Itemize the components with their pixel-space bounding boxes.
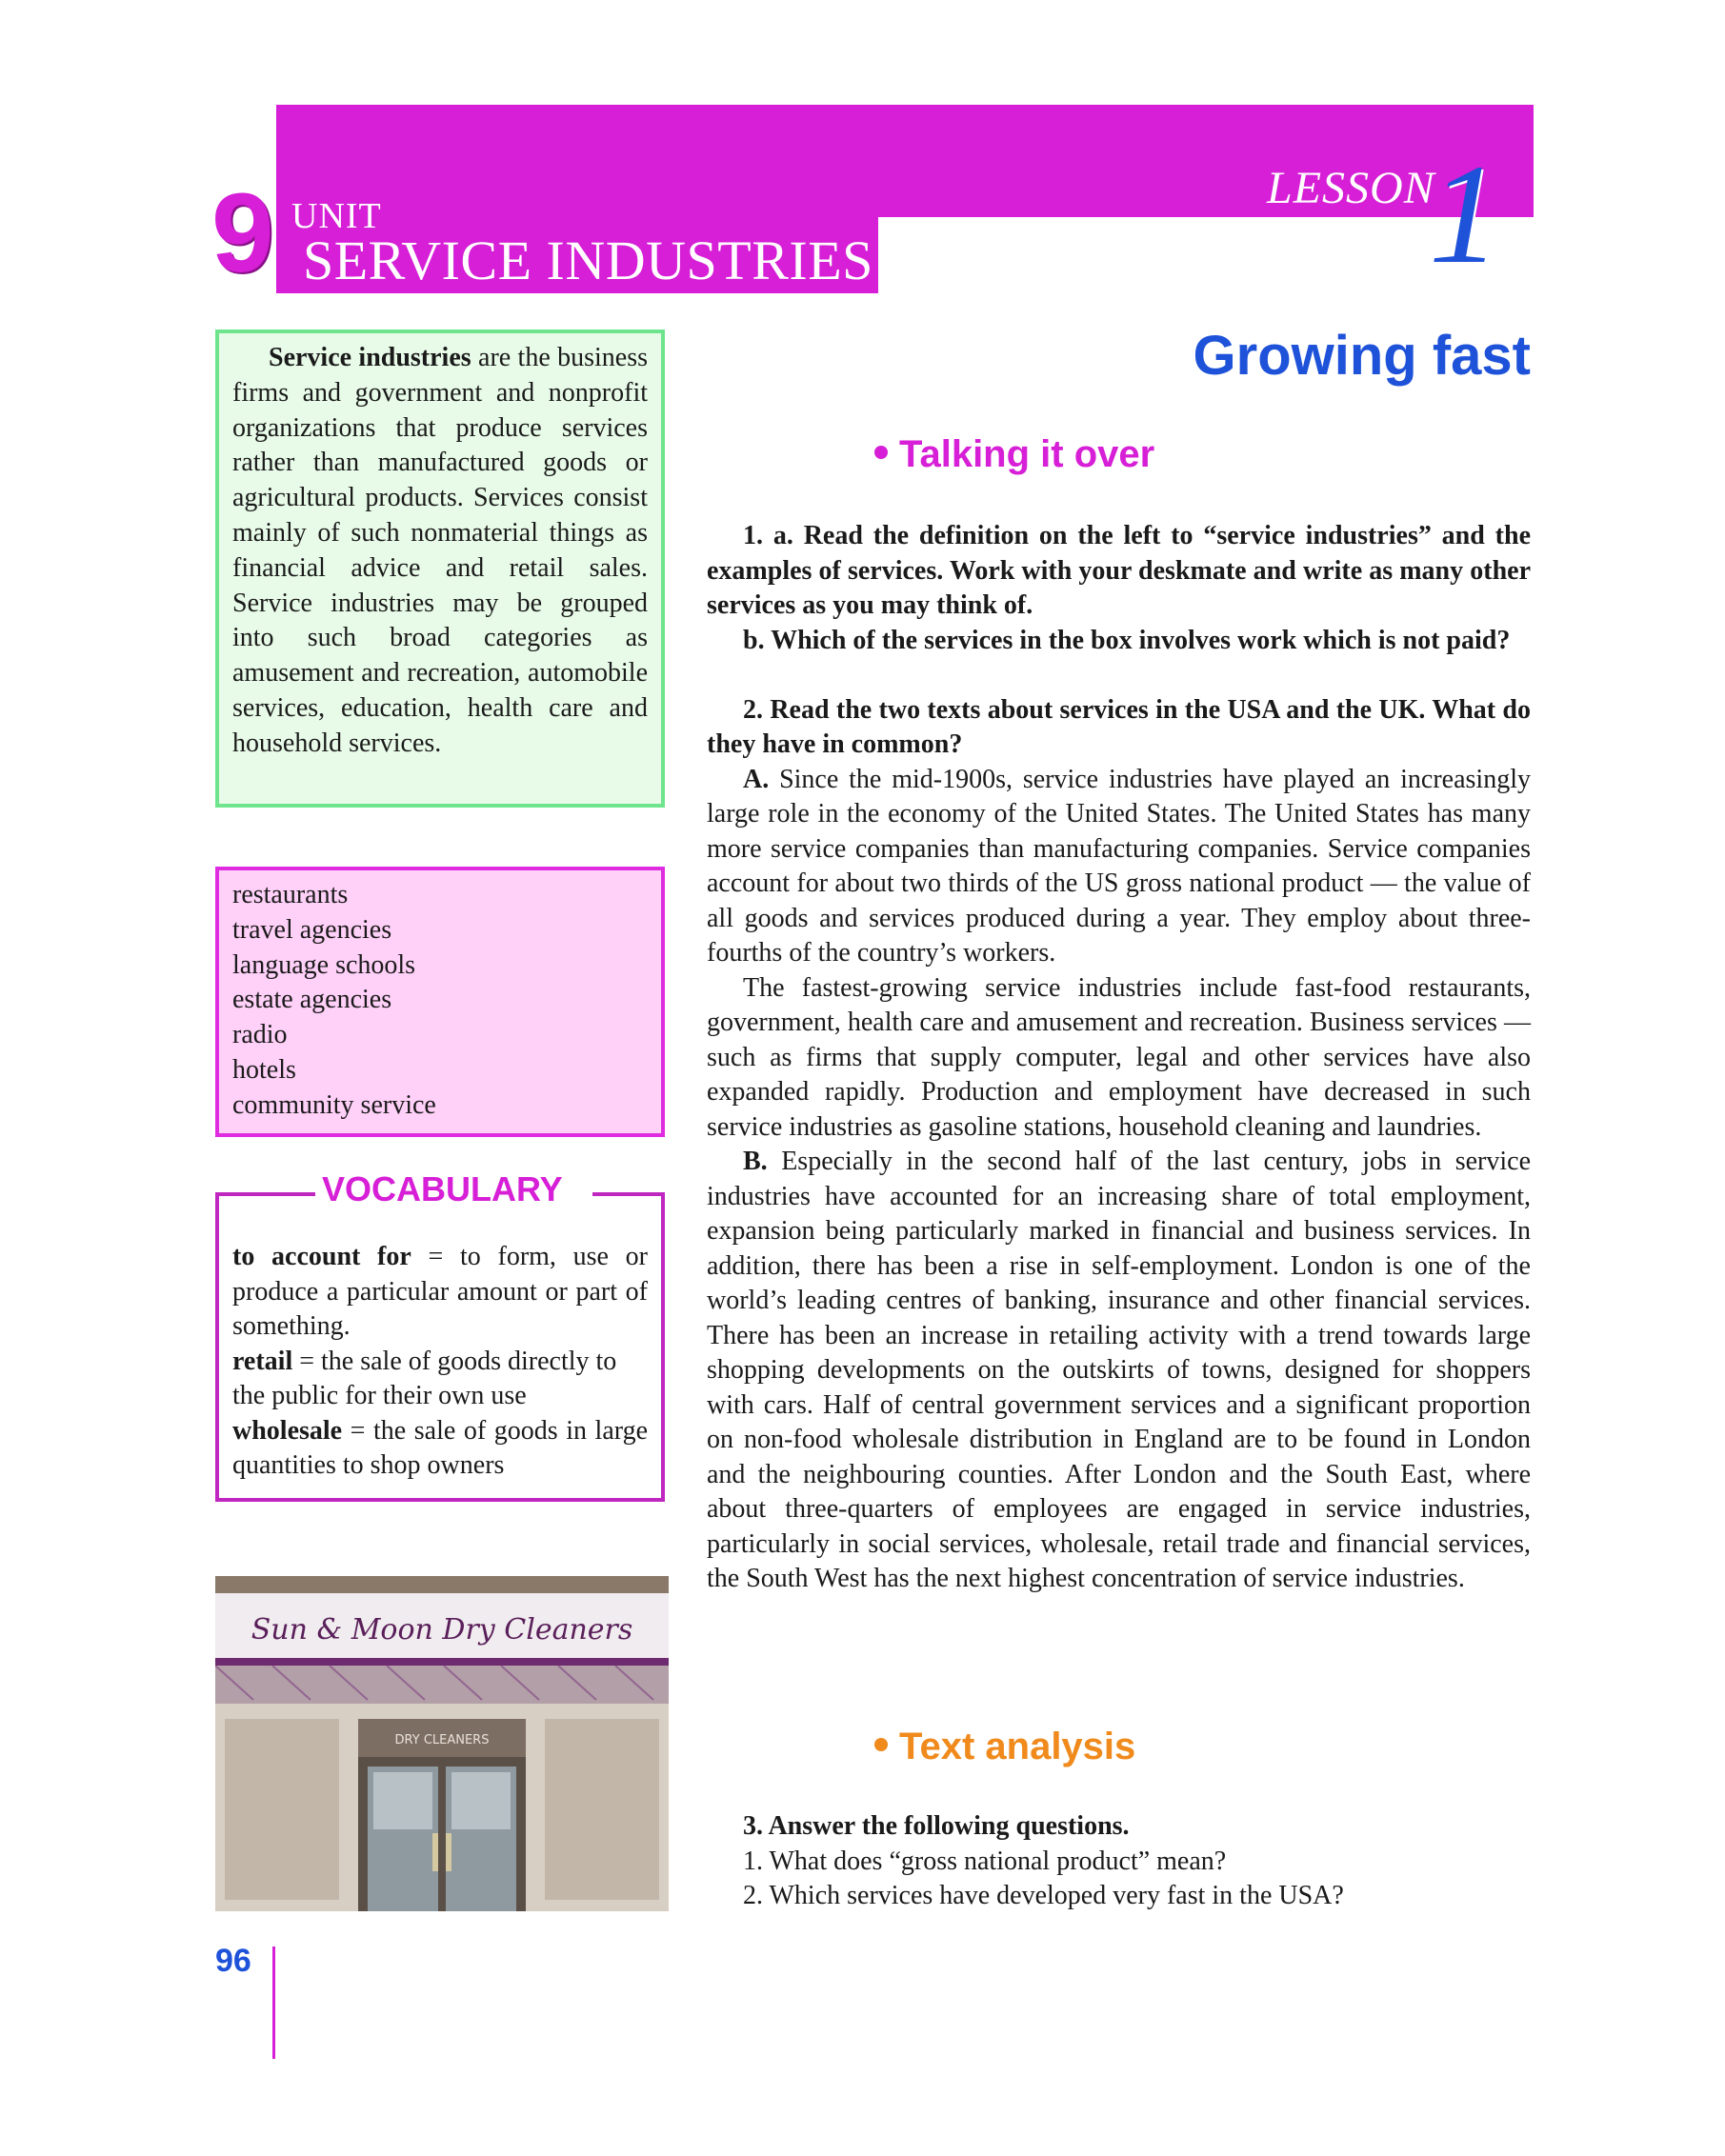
list-item: language schools <box>232 949 416 980</box>
section-title: Text analysis <box>899 1726 1136 1767</box>
text-a-body: Since the mid-1900s, service industries have played an increasingly large role in the economy of the United States. The United States has many more service companies than manufacturing companies. Service companies account for about two thirds of the US gross national product — the value of all goods and services produced during a year. They employ about three-fourths of the country’s workers. <box>707 764 1531 968</box>
definition-text: are the business firms and government and nonprofit organizations that produce services rather than manufactured goods or agricultural products. Services consist mainly of such nonmaterial things as financial advice and retail sales. Service industries may be grouped into such broad categories as amusement and recreation, automobile services, education, health care and household services. <box>232 343 648 758</box>
unit-title: SERVICE INDUSTRIES <box>303 230 873 291</box>
text-a-paragraph-2: The fastest-growing service industries include fast-food restaurants, government, health care and amusement and recreation. Business services — such as firms that supply computer, legal and other services have also expanded rapidly. Production and employment have decreased in such service industries as gasoline stations, household cleaning and laundries. <box>707 972 1531 1142</box>
unit-label: UNIT <box>291 196 382 236</box>
list-item: hotels <box>232 1054 296 1085</box>
services-list-box <box>215 867 665 1137</box>
vocabulary-definition: = the sale of goods in large quantities to shop owners <box>232 1415 648 1480</box>
section-title: Talking it over <box>899 433 1155 475</box>
bullet-icon <box>874 1738 888 1751</box>
text-a-paragraph-1 <box>707 763 1531 971</box>
vocabulary-definition: = the sale of goods directly to the public for their own use <box>232 1346 617 1410</box>
dry-cleaners-photo <box>215 1576 669 1911</box>
list-item: travel agencies <box>232 914 392 945</box>
bullet-icon <box>874 446 888 459</box>
vocabulary-definition: = to form, use or produce a particular amount or part of something. <box>232 1242 648 1341</box>
page-title: Growing fast <box>1193 325 1531 387</box>
question-3: 3. Answer the following questions. <box>743 1811 1130 1841</box>
vocabulary-entry <box>232 1240 648 1345</box>
vocabulary-term: wholesale <box>232 1415 343 1446</box>
unit-number: 9 <box>211 170 274 296</box>
text-b-body: Especially in the second half of the last century, jobs in service industries have accounted for an increasing share of total employment, expansion being particularly marked in financial and business services. In addition, there has been a rise in self-employment. London is one of the world’s leading centres of banking, insurance and other financial services. There has been an increase in retailing activity with a trend towards large shopping developments on the outskirts of towns, designed for shoppers with cars. Half of central government services and a significant proportion on non-food wholesale distribution in England are to be found in London and the neighbouring counties. After London and the South East, where about three-quarters of employees are engaged in service industries, particularly in social services, wholesale, retail trade and financial services, the South West has the next highest concentration of service industries. <box>707 1147 1531 1593</box>
lesson-label: LESSON <box>1267 163 1435 213</box>
vocabulary-term: retail <box>232 1346 293 1376</box>
vocabulary-title: VOCABULARY <box>322 1169 563 1208</box>
question-1b: b. Which of the services in the box involves work which is not paid? <box>743 625 1511 655</box>
section-talking-it-over <box>874 433 1154 476</box>
list-item: restaurants <box>232 880 349 909</box>
text-b-paragraph <box>707 1145 1531 1597</box>
lesson-number: 1 <box>1429 135 1500 293</box>
sign-text: Sun & Moon Dry Cleaners <box>251 1613 633 1647</box>
vocabulary-entry <box>232 1345 648 1414</box>
list-item: radio <box>232 1020 288 1050</box>
list-item: community service <box>232 1089 436 1120</box>
text-analysis-questions <box>707 1809 1531 1914</box>
question-1a: 1. a. Read the definition on the left to “service industries” and the examples of services. Work with your deskmate and write as many other services as you may think of. <box>707 521 1531 620</box>
page-number-rule <box>272 1946 275 2059</box>
question-2: 2. Read the two texts about services in the USA and the UK. What do they have in common? <box>707 694 1531 759</box>
door-sign-text: DRY CLEANERS <box>394 1733 490 1747</box>
spacer <box>707 658 1531 693</box>
list-item: estate agencies <box>232 985 392 1015</box>
definition-term: Service industries <box>269 343 471 372</box>
exercise-text <box>707 519 1531 1597</box>
question-3-item: 1. What does “gross national product” mean? <box>743 1846 1227 1876</box>
text-b-label: B. <box>743 1147 768 1176</box>
text-a-label: A. <box>743 764 770 794</box>
section-text-analysis <box>874 1726 1135 1768</box>
vocabulary-term: to account for <box>232 1242 411 1271</box>
page-number: 96 <box>215 1943 251 1979</box>
definition-box <box>215 329 665 808</box>
vocabulary-box <box>215 1192 665 1502</box>
question-3-item: 2. Which services have developed very fast in the USA? <box>743 1881 1344 1910</box>
vocabulary-entry <box>232 1414 648 1484</box>
